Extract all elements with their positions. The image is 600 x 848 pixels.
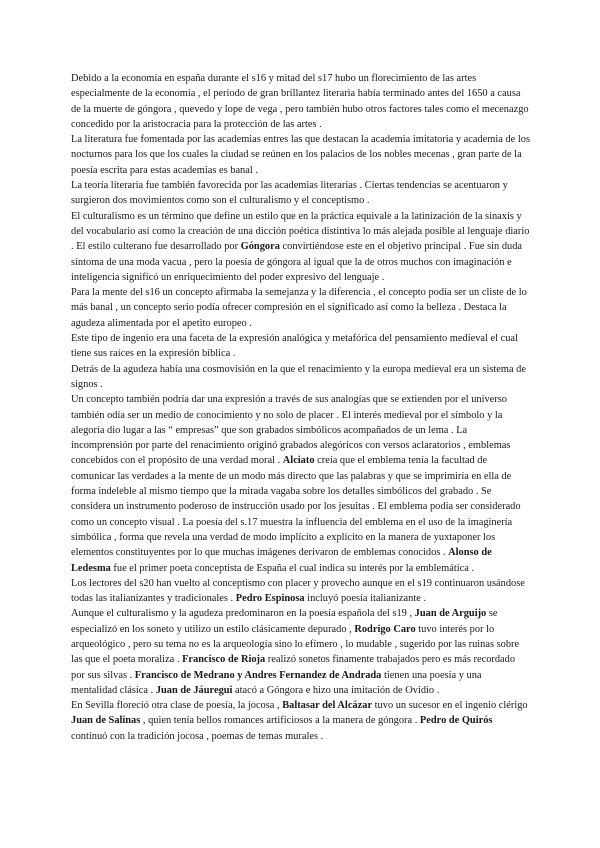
paragraph	[71, 362, 530, 393]
paragraph	[71, 392, 530, 576]
bold-name: Alciato	[282, 455, 315, 467]
bold-name: Baltasar del Alcázar	[282, 700, 373, 712]
bold-name: Pedro de Quirós	[419, 715, 493, 727]
paragraph	[71, 698, 530, 744]
bold-name: Francisco de Rioja	[182, 654, 266, 666]
paragraph	[71, 576, 530, 607]
text-run: , quien tenía bellos romances artificiosos a la manera de góngora .	[140, 715, 420, 727]
text-run: Los lectores del s20 han vuelto al conceptismo con placer y provecho aunque en el s19 continuaron usándose todas las italianizantes y tradicionales .	[71, 577, 525, 605]
document-body	[71, 71, 530, 744]
text-run: Detrás de la agudeza había una cosmovisión en la que el renacimiento y la europa medieval era un sistema de signos .	[71, 363, 526, 390]
text-run: La literatura fue fomentada por las academias entres las que destacan la academia imitatoria y academia de los nocturnos para los que los cuales la ciudad se reúnen en los palacios de los nobles mecenas , gran parte de la poesía escrita para estas academias es banal .	[71, 134, 530, 176]
bold-name: Góngora	[240, 241, 280, 253]
bold-name: Juan de Jáuregui	[155, 684, 233, 696]
text-run: se especializó en los soneto y utilizo un estilo clásicamente depurado ,	[71, 608, 498, 635]
text-run: En Sevilla floreció otra clase de poesía, la jocosa ,	[71, 700, 283, 712]
paragraph	[71, 132, 530, 178]
text-run: El culturalismo es un término que define un estilo que en la práctica equivale a la latinización de la sinaxis y del vocabulario así como la creación de una dicción poética distintiva lo más alejada posible al lenguaje diario . El estilo culterano fue desarrollado por	[71, 210, 530, 253]
bold-name: Juan de Arguijo	[414, 608, 487, 620]
bold-name: Rodrigo Caro	[354, 623, 416, 635]
text-run: tuvo un sucesor en el ingenio clérigo	[372, 700, 528, 712]
paragraph	[71, 331, 530, 362]
text-run: Para la mente del s16 un concepto afirmaba la semejanza y la diferencia , el concepto podía ser un cliste de lo más banal , un concepto serio podía ofrecer compresión en el significado así como la belleza . Destaca la agudeza alimentada por el apetito europeo .	[71, 287, 527, 329]
bold-name: Francisco de Medrano y Andres Fernandez de Andrada	[134, 669, 382, 681]
paragraph	[71, 285, 530, 331]
text-run: realizó sonetos finamente trabajados pero es más recordado por sus silvas .	[71, 654, 516, 681]
text-run: Este tipo de ingenio era una faceta de la expresión analógica y metafórica del pensamiento medieval el cual tiene sus raíces en la expresión bíblica .	[71, 333, 518, 360]
paragraph	[71, 606, 530, 698]
text-run: incluyó poesía italianizante .	[304, 593, 427, 605]
text-run: creía que el emblema tenía la facultad de comunicar las verdades a la mente de un modo más directo que las palabras y que se imprimiría en ella de forma indeleble al mismo tiempo que la mirada vagaba sobre los detalles simbólicos del grabado . Se considera un instrumento poderoso de instrucción usado por los jesuitas . El emblema podía ser considerado como un concepto visual . La poesía del s.17 muestra la influencia del emblema en el uso de la imaginería simbólica , forma que revela una verdad de modo implícito a explícito en la manera de yuxtaponer los elementos constituyentes por lo que muchas imágenes derivaron de emblemas conocidos .	[71, 455, 521, 559]
text-run: convirtiéndose este en el objetivo principal . Fue sin duda síntoma de una moda vacua , pero la poesía de góngora al igual que la de otros muchos con imaginación e inteligencia significó un enriquecimiento del poder expresivo del lenguaje .	[71, 241, 523, 283]
text-run: Debido a la economía en españa durante el s16 y mitad del s17 hubo un florecimiento de las artes especialmente de la economía , el periodo de gran brillantez literaria había terminado antes del 1650 a causa de la muerte de góngora , quevedo y lope de vega , pero también hubo otros factores tales como el mecenazgo concedido por la aristocracia para la protección de las artes .	[71, 73, 529, 130]
text-run: atacó a Góngora e hizo una imitación de Ovidio .	[232, 684, 440, 696]
bold-name: Pedro Espinosa	[235, 593, 305, 605]
bold-name: Alonso de Ledesma	[71, 547, 492, 574]
text-run: La teoría literaria fue también favorecida por las academias literarias . Ciertas tendencias se acentuaron y surgieron dos movimientos como son el culturalismo y el conceptismo .	[71, 180, 508, 207]
text-run: fue el primer poeta conceptista de España el cual indica su interés por la emblemática .	[110, 562, 475, 574]
paragraph	[71, 178, 530, 209]
paragraph	[71, 71, 530, 132]
text-run: Aunque el culturalismo y la agudeza predominaron en la poesía española del s19 ,	[71, 608, 415, 620]
text-run: continuó con la tradición jocosa , poemas de temas murales .	[71, 730, 324, 742]
text-run: tuvo interés por lo arqueológico , pero su tema no es la arqueología sino lo efímero , lo mudable , sugerido por las ruinas sobre las que el poeta moraliza .	[71, 623, 520, 666]
text-run: tienen una poesía y una mentalidad clásica .	[71, 669, 482, 696]
bold-name: Juan de Salinas	[71, 715, 141, 727]
paragraph	[71, 209, 530, 285]
text-run: Un concepto también podría dar una expresión a través de sus analogías que se extienden por el universo también odía ser un medio de conocimiento y no solo de placer . El interés medieval por el símbolo y la alegoría dio lugar a las “ empresas” que son grabados simbólicos acompañados de un lema . La incomprensión por parte del renacimiento originó grabados alegóricos con versos aclaratorios , emblemas concebidos con el propósito de una verdad moral .	[71, 394, 511, 467]
